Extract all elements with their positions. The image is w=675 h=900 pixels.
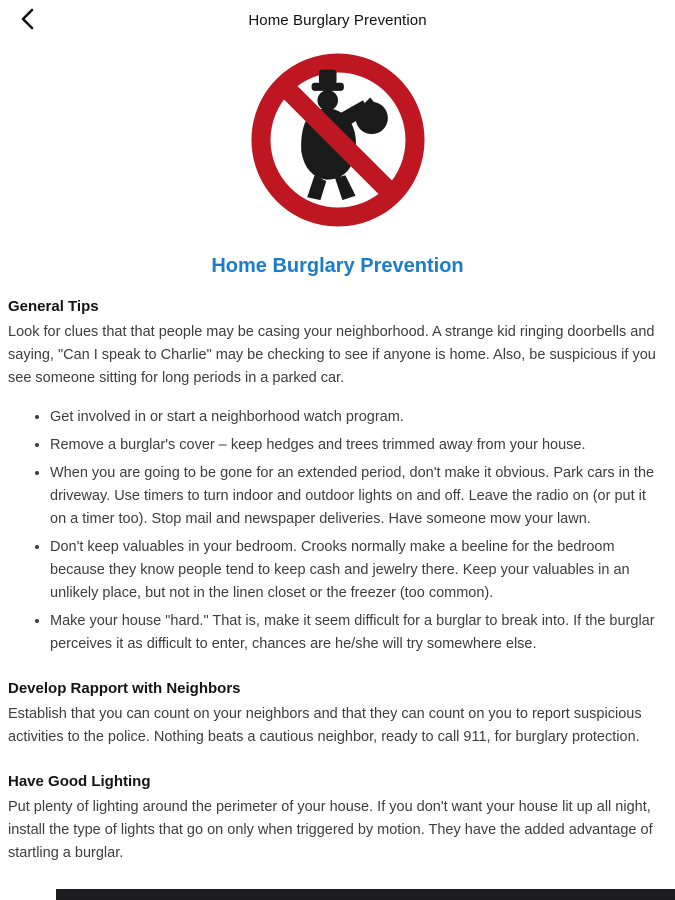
no-burglar-prohibition-icon [250,52,426,233]
bullet-item: • Make your house "hard." That is, make it seem difficult for a burglar to break into. If the burglar perceives it as difficult to enter, chances are he/she will try somewhere else. [50,610,663,656]
top-bar-title: Home Burglary Prevention [248,11,427,29]
section-heading-general-tips: General Tips [8,298,99,315]
paragraph: Establish that you can count on your neighbors and that they can count on you to report suspicious activities to the police. Nothing beats a cautious neighbor, ready to call 911, for burglary protection. [8,706,642,745]
bullet-item: • When you are going to be gone for an extended period, don't make it obvious. Park cars in the driveway. Use timers to turn indoor and outdoor lights on and off. Leave the radio on (or put it on a timer too). Stop mail and newspaper deliveries. Have someone mow your lawn. [50,462,663,531]
section-heading-have-good-lighting: Have Good Lighting [8,773,151,790]
bullet-item: • Don't keep valuables in your bedroom. Crooks normally make a beeline for the bedroom because they know people tend to keep cash and jewelry there. Keep your valuables in an unlikely place, but not in the linen closet or the freezer (too common). [50,536,663,605]
bullet-item: • Remove a burglar's cover – keep hedges and trees trimmed away from your house. [50,434,663,457]
bottom-system-bar [56,889,675,900]
bullet-item: • Get involved in or start a neighborhood watch program. [50,406,663,429]
paragraph: Put plenty of lighting around the perimeter of your house. If you don't want your house lit up all night, install the type of lights that go on only when triggered by motion. They have the added advantage of startling a burglar. [8,799,653,861]
hero-icon-container [0,52,675,233]
tips-bullet-list [8,406,663,656]
paragraph: Look for clues that that people may be casing your neighborhood. A strange kid ringing doorbells and saying, "Can I speak to Charlie" may be checking to see if anyone is home. Also, be suspicious if you see someone sitting for long periods in a parked car. [8,324,656,386]
article-content [0,278,675,865]
section-heading-develop-rapport: Develop Rapport with Neighbors [8,680,241,697]
top-bar [0,0,675,40]
back-button[interactable] [14,7,42,35]
chevron-left-icon [19,8,37,35]
page-title: Home Burglary Prevention [211,255,464,277]
